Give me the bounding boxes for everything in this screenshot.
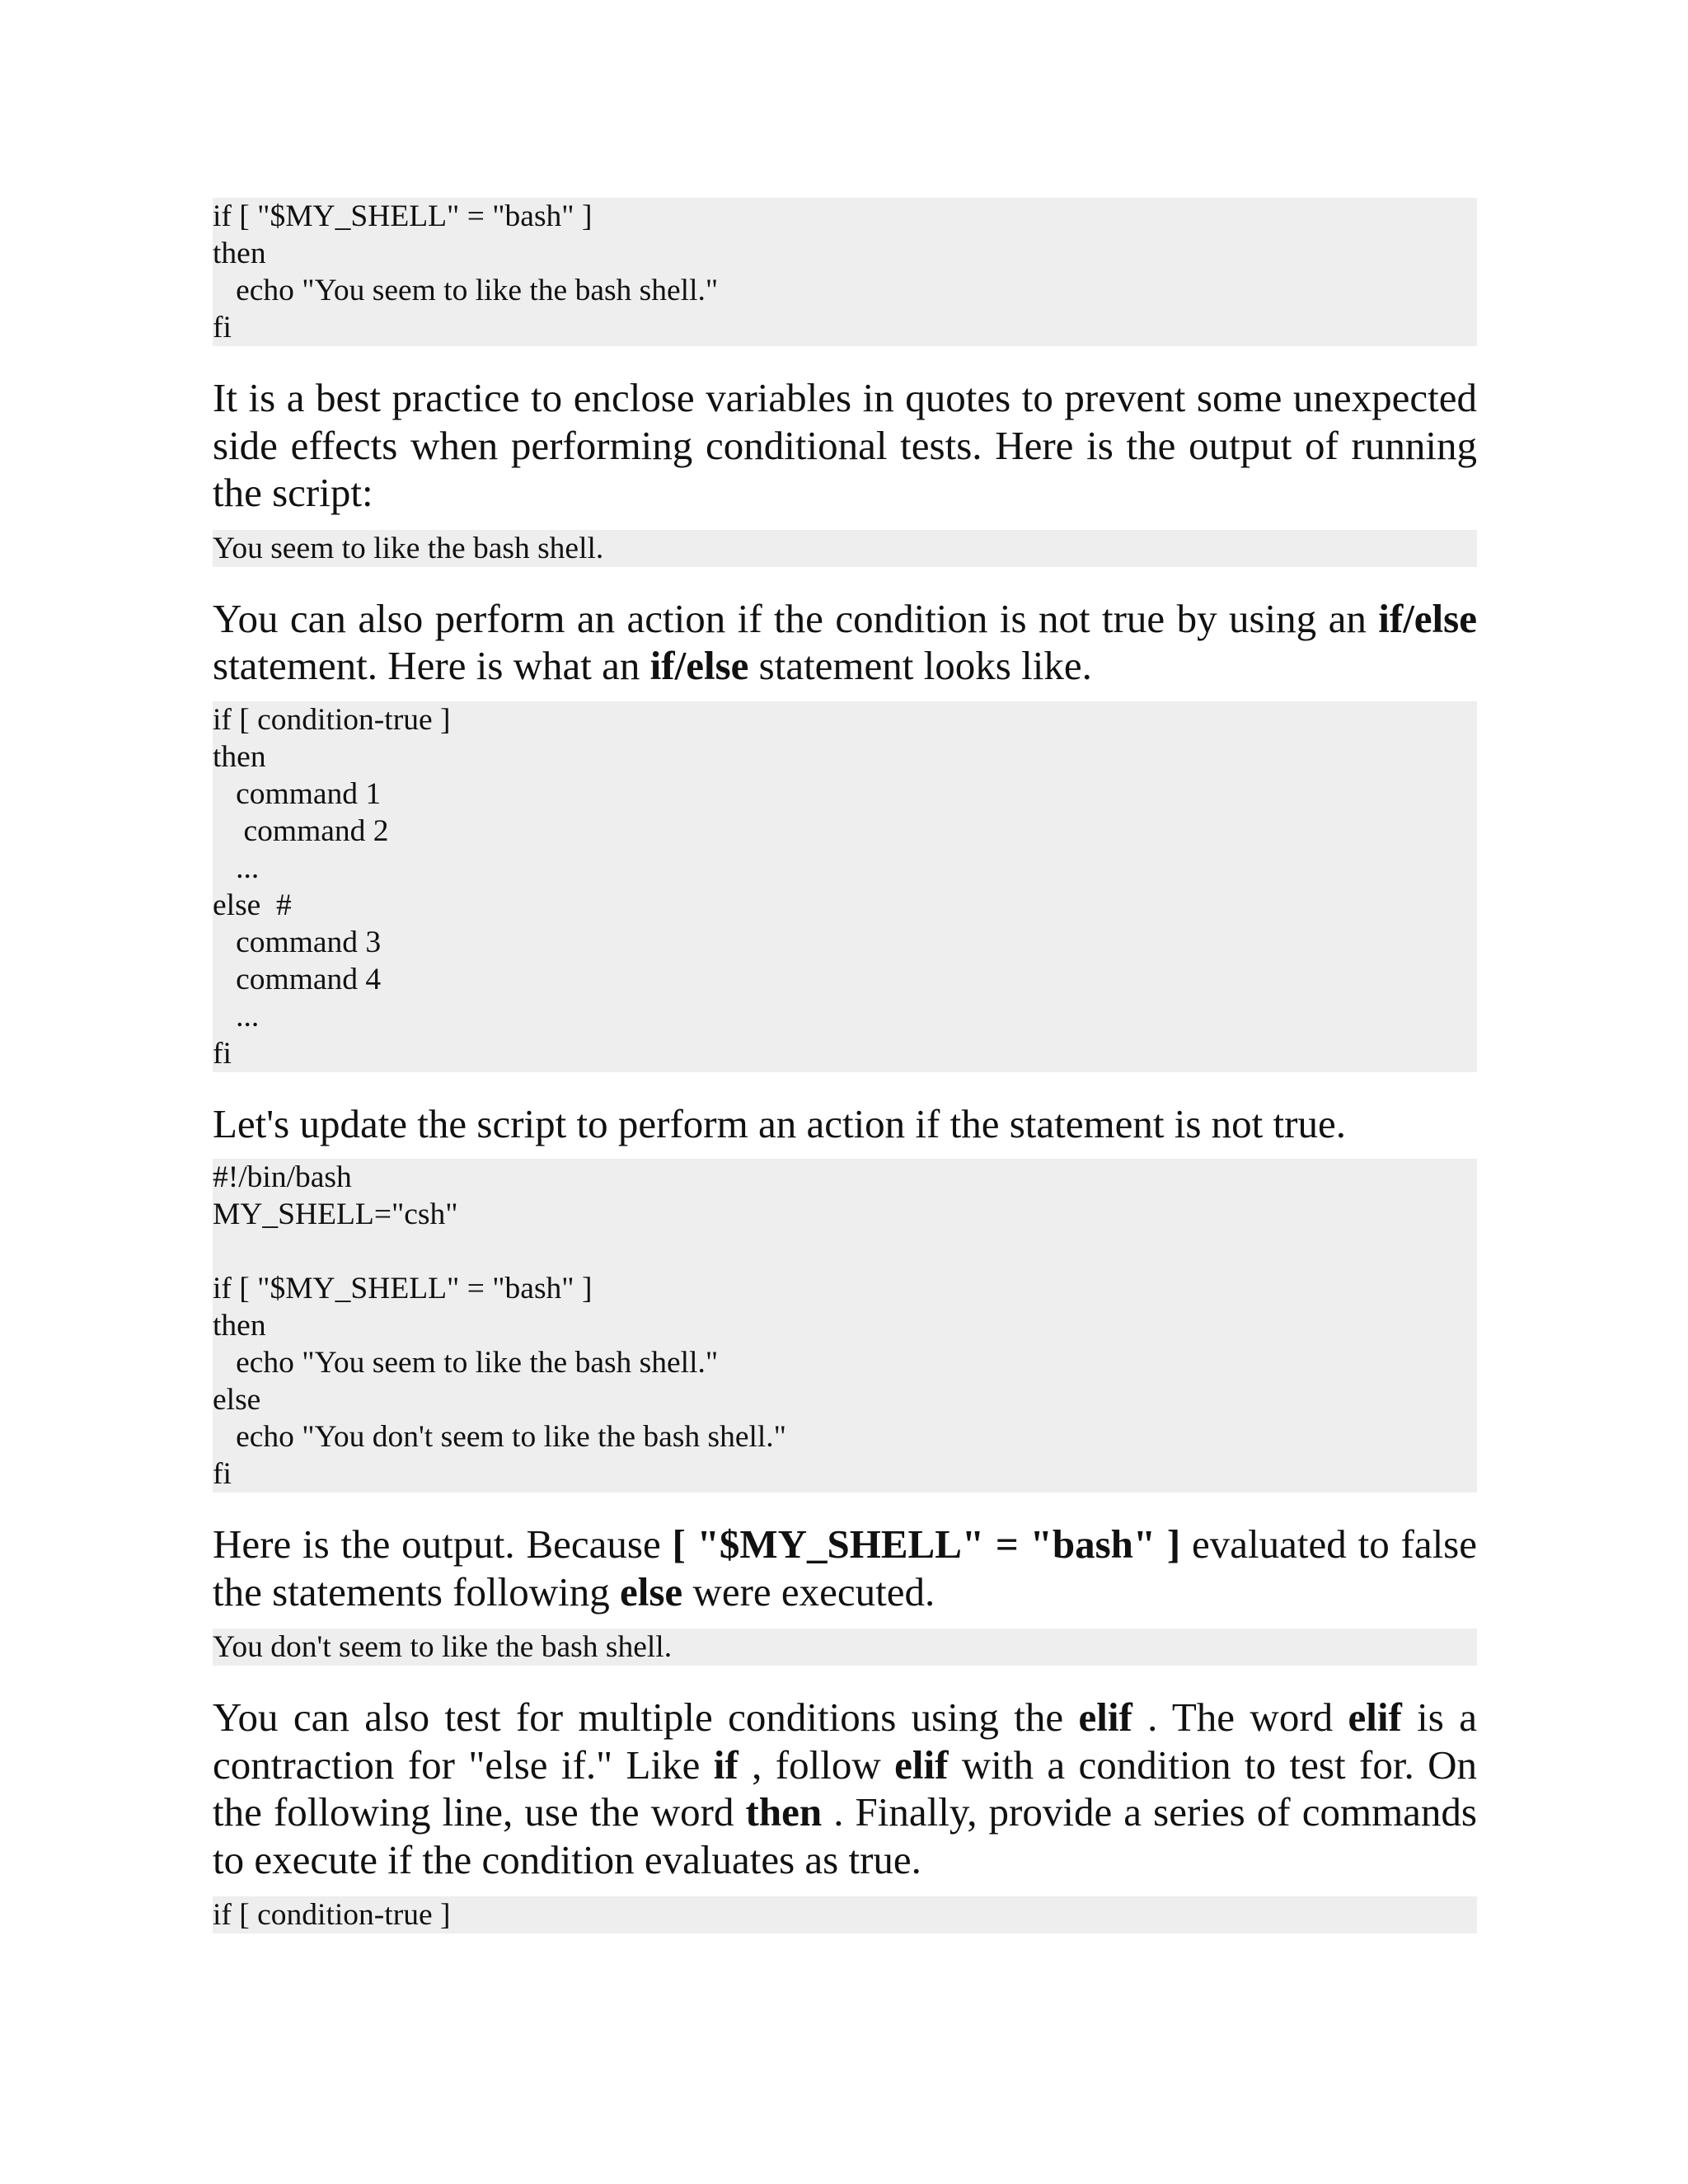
text: You can also perform an action if the condition is not true by using an	[213, 595, 1379, 641]
code-line: if [ condition-true ]	[213, 702, 451, 737]
code-line: else	[213, 1383, 261, 1417]
text: You can also test for multiple conditions using the	[213, 1694, 1079, 1740]
text: . The word	[1132, 1694, 1348, 1740]
code-line: ...	[213, 851, 260, 885]
code-block-if-else-template	[213, 701, 1477, 1072]
text: is a contraction for "else if." Like	[213, 1694, 1477, 1788]
code-line: MY_SHELL="csh"	[213, 1197, 458, 1231]
text: statement. Here is what an	[213, 643, 650, 688]
bold-keyword: elif	[894, 1741, 949, 1788]
document-content	[213, 198, 1477, 1933]
code-line: else #	[213, 888, 292, 922]
code-line: echo "You don't seem to like the bash shell."	[213, 1420, 786, 1454]
code-line: then	[213, 237, 266, 270]
code-line: command 2	[213, 813, 389, 848]
code-block-if-bash	[213, 198, 1477, 346]
text: statement looks like.	[748, 643, 1092, 688]
code-block-elif-template	[213, 1896, 1477, 1933]
code-line: fi	[213, 1457, 232, 1491]
code-line: fi	[213, 311, 232, 344]
text: with a condition to test for. On the following line, use the word	[213, 1741, 1477, 1835]
code-line: command 1	[213, 776, 382, 811]
code-line	[213, 1233, 1477, 1270]
output-line: You seem to like the bash shell.	[213, 531, 604, 565]
paragraph-output-explanation	[213, 1521, 1477, 1615]
bold-expression: [ "$MY_SHELL" = "bash" ]	[672, 1521, 1181, 1567]
code-line: echo "You seem to like the bash shell."	[213, 274, 719, 307]
code-line: command 4	[213, 962, 382, 996]
output-block-1	[213, 530, 1477, 567]
paragraph-if-else-intro	[213, 595, 1477, 690]
text: . Finally, provide a series of commands to execute if the condition evaluates as true.	[213, 1789, 1477, 1882]
code-line: if [ condition-true ]	[213, 1898, 451, 1932]
bold-keyword: if/else	[649, 643, 749, 688]
text: Here is the output. Because	[213, 1521, 673, 1567]
paragraph-best-practice: It is a best practice to enclose variables in quotes to prevent some unexpected side effects when performing conditional tests. Here is the output of running the script:	[213, 375, 1477, 515]
code-block-full-script	[213, 1159, 1477, 1493]
code-line: then	[213, 1309, 266, 1343]
code-line: then	[213, 739, 266, 774]
bold-keyword: if/else	[1378, 595, 1477, 641]
bold-keyword: elif	[1348, 1694, 1402, 1740]
bold-keyword: then	[745, 1789, 823, 1835]
code-line: #!/bin/bash	[213, 1160, 352, 1194]
output-block-2	[213, 1629, 1477, 1666]
paragraph-update-script: Let's update the script to perform an action if the statement is not true.	[213, 1100, 1346, 1146]
code-line: ...	[213, 999, 260, 1033]
code-line: if [ "$MY_SHELL" = "bash" ]	[213, 199, 593, 233]
text: , follow	[738, 1741, 895, 1788]
code-line: fi	[213, 1036, 232, 1071]
bold-keyword: if	[713, 1741, 738, 1788]
code-line: echo "You seem to like the bash shell."	[213, 1346, 719, 1380]
bold-keyword: elif	[1078, 1694, 1132, 1740]
code-line: command 3	[213, 925, 382, 959]
code-line: if [ "$MY_SHELL" = "bash" ]	[213, 1272, 593, 1305]
text: were executed.	[682, 1568, 935, 1615]
paragraph-elif-intro	[213, 1694, 1477, 1883]
bold-keyword: else	[620, 1568, 683, 1615]
output-line: You don't seem to like the bash shell.	[213, 1630, 673, 1664]
text: evaluated to false the statements following	[213, 1521, 1478, 1615]
